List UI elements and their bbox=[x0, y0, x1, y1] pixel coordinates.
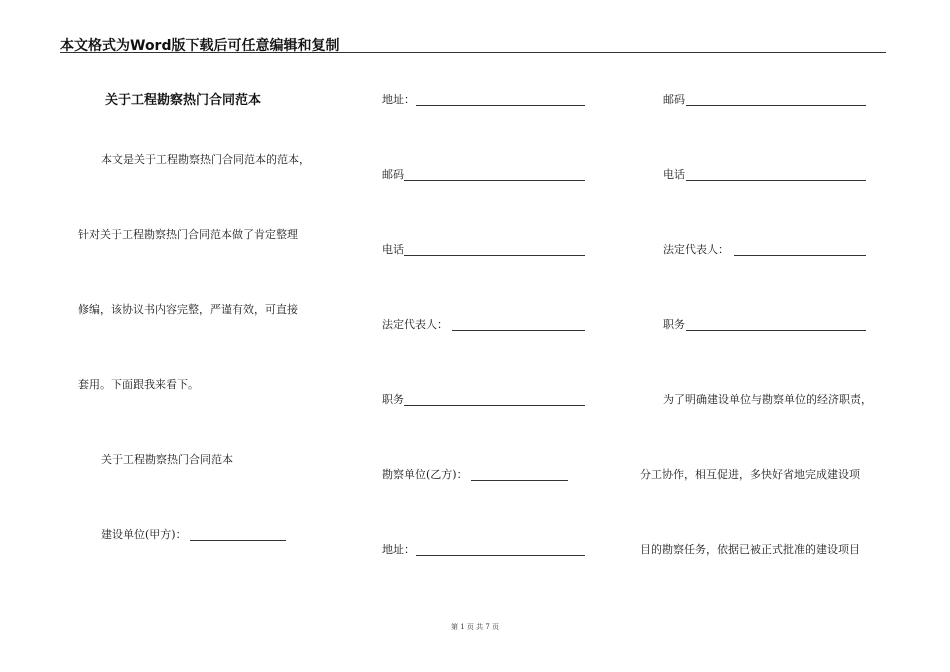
contract-subtitle: 关于工程勘察热门合同范本 bbox=[101, 453, 233, 466]
page-number: 第 1 页 共 7 页 bbox=[450, 623, 500, 631]
party-b-label: 勘察单位(乙方)： bbox=[382, 468, 468, 481]
purpose-line-2: 分工协作，相互促进，多快好省地完成建设项 bbox=[640, 468, 860, 481]
legal-rep-blank bbox=[452, 330, 585, 331]
position-blank bbox=[404, 405, 585, 406]
header-divider bbox=[60, 52, 886, 53]
address-label: 地址： bbox=[382, 93, 415, 106]
position-label: 职务 bbox=[382, 393, 404, 406]
doc-title: 关于工程勘察热门合同范本 bbox=[105, 93, 262, 108]
intro-line-2: 针对关于工程勘察热门合同范本做了肯定整理 bbox=[78, 228, 298, 241]
position-label-b: 职务 bbox=[663, 318, 685, 331]
postcode-blank-b bbox=[686, 105, 866, 106]
document-header: 本文格式为Word版下载后可任意编辑和复制 bbox=[60, 38, 340, 54]
address-blank-2 bbox=[416, 555, 585, 556]
phone-blank bbox=[404, 255, 585, 256]
party-b-blank bbox=[471, 480, 568, 481]
legal-rep-label-b: 法定代表人： bbox=[663, 243, 729, 256]
legal-rep-blank-b bbox=[734, 255, 866, 256]
postcode-label: 邮码 bbox=[382, 168, 404, 181]
postcode-blank bbox=[404, 180, 585, 181]
purpose-line-3: 目的勘察任务，依据已被正式批准的建设项目 bbox=[640, 543, 860, 556]
intro-line-3: 修编，该协议书内容完整，严谨有效，可直接 bbox=[78, 303, 298, 316]
intro-line-4: 套用。下面跟我来看下。 bbox=[78, 378, 199, 391]
postcode-label-b: 邮码 bbox=[663, 93, 685, 106]
phone-label-b: 电话 bbox=[663, 168, 685, 181]
phone-blank-b bbox=[686, 180, 866, 181]
intro-line-1: 本文是关于工程勘察热门合同范本的范本， bbox=[101, 153, 310, 166]
address-label-2: 地址： bbox=[382, 543, 415, 556]
party-a-label: 建设单位(甲方)： bbox=[101, 528, 187, 541]
party-a-blank bbox=[190, 540, 286, 541]
address-blank bbox=[416, 105, 585, 106]
position-blank-b bbox=[686, 330, 866, 331]
phone-label: 电话 bbox=[382, 243, 404, 256]
legal-rep-label: 法定代表人： bbox=[382, 318, 448, 331]
purpose-line-1: 为了明确建设单位与勘察单位的经济职责， bbox=[663, 393, 872, 406]
